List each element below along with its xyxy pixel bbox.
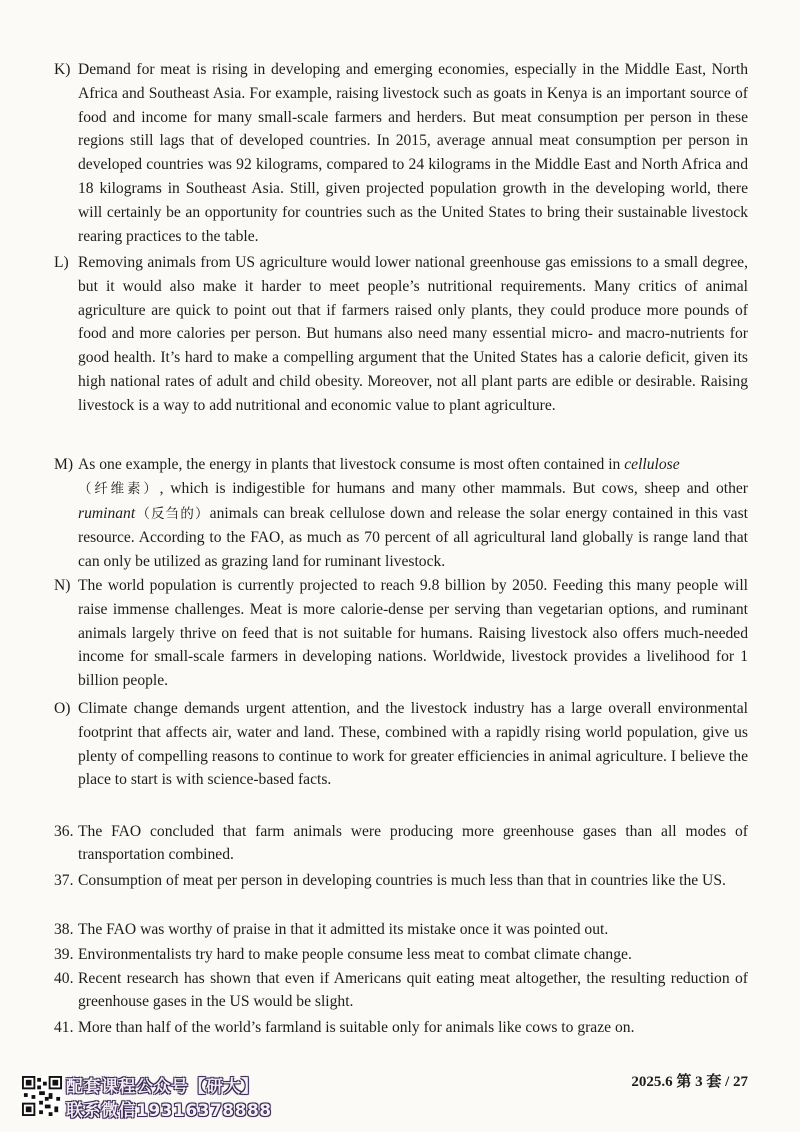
question-36 — [54, 820, 748, 866]
paragraph-text — [78, 453, 748, 574]
paragraph-text: Removing animals from US agriculture would lower national greenhouse gas emissions to a small degree, but it would also make it harder to meet people’s nutritional requirements. Many critics of animal agriculture are quick to point out that if farmers raised only plants, they could produce more pounds of food and more calories per person. But humans also need many essential micro- and macro-nutrients for good health. It’s hard to make a compelling argument that the United States has a calorie deficit, given its high national rates of adult and child obesity. Moreover, not all plant parts are edible or desirable. Raising livestock is a way to add nutritional and economic value to plant agriculture. — [78, 254, 748, 414]
paragraph-o — [54, 697, 748, 792]
term-ruminant: ruminant — [78, 504, 136, 522]
term-cellulose: cellulose — [624, 456, 680, 473]
qr-code-icon — [22, 1075, 62, 1117]
question-number: 36. — [54, 823, 74, 840]
question-39 — [54, 943, 748, 966]
text-run: As one example, the energy in plants that livestock consume is most often contained in — [78, 456, 625, 473]
gloss-cellulose: （纤维素） — [78, 480, 160, 497]
paragraph-text: Climate change demands urgent attention, and the livestock industry has a large overall environmental footprint that affects air, water and land. These, combined with a rapidly rising world population, give us plenty of compelling reasons to continue to work for greater efficiencies in animal agriculture. I believe the place to start is with science-based facts. — [78, 700, 748, 789]
question-40 — [54, 967, 748, 1013]
question-41 — [54, 1016, 748, 1039]
gloss-ruminant: （反刍的） — [135, 505, 210, 522]
question-number: 41. — [54, 1019, 74, 1036]
promo-line-1: 配套课程公众号【研大】 — [66, 1077, 259, 1097]
text-run: animals can break cellulose down and release the solar energy contained in this vast resource. According to the FAO, as much as 70 percent of all agricultural land globally is range land that can only be utilized as grazing land for ruminant livestock. — [78, 504, 748, 571]
question-37 — [54, 869, 748, 892]
paragraph-label: L) — [54, 254, 69, 271]
question-number: 39. — [54, 946, 74, 963]
page-number: 2025.6 第 3 套 / 27 — [631, 1074, 748, 1090]
question-38 — [54, 918, 748, 941]
question-text: The FAO was worthy of praise in that it admitted its mistake once it was pointed out. — [78, 921, 609, 938]
question-text: Environmentalists try hard to make people consume less meat to combat climate change. — [78, 946, 632, 963]
paragraph-label: K) — [54, 61, 71, 78]
question-number: 40. — [54, 970, 74, 987]
paragraph-m — [54, 453, 748, 574]
question-text: Recent research has shown that even if Americans quit eating meat altogether, the resulting reduction of greenhouse gases in the US would be slight. — [78, 970, 748, 1010]
question-text: Consumption of meat per person in developing countries is much less than that in countries like the US. — [78, 872, 726, 889]
paragraph-n — [54, 574, 748, 693]
paragraph-label: O) — [54, 700, 71, 717]
paragraph-l — [54, 251, 748, 418]
paragraph-k — [54, 58, 748, 248]
paragraph-label: M) — [54, 456, 74, 473]
question-number: 38. — [54, 921, 74, 938]
question-text: More than half of the world’s farmland is suitable only for animals like cows to graze on. — [78, 1019, 635, 1036]
paragraph-label: N) — [54, 577, 71, 594]
text-run: , which is indigestible for humans and many other mammals. But cows, sheep and other — [159, 479, 748, 497]
promo-line-2: 联系微信19316378888 — [66, 1101, 272, 1121]
paragraph-text: Demand for meat is rising in developing and emerging economies, especially in the Middle East, North Africa and Southeast Asia. For example, raising livestock such as goats in Kenya is an important source of food and income for many small-scale farmers and herders. But meat consumption per person in these regions still lags that of developed countries. In 2015, average annual meat consumption per person in developed countries was 92 kilograms, compared to 24 kilograms in the Middle East and North Africa and 18 kilograms in Southeast Asia. Still, given projected population growth in the developing world, there will certainly be an opportunity for countries such as the United States to bring their sustainable livestock rearing practices to the table. — [78, 61, 748, 245]
paragraph-text: The world population is currently projected to reach 9.8 billion by 2050. Feeding this many people will raise immense challenges. Meat is more calorie-dense per serving than vegetarian options, and ruminant animals largely thrive on feed that is not suitable for humans. Raising livestock also offers much-needed income for small-scale farmers in developing nations. Worldwide, livestock provides a livelihood for 1 billion people. — [78, 577, 748, 690]
question-text: The FAO concluded that farm animals were producing more greenhouse gases than all modes of transportation combined. — [78, 823, 748, 863]
question-number: 37. — [54, 872, 74, 889]
